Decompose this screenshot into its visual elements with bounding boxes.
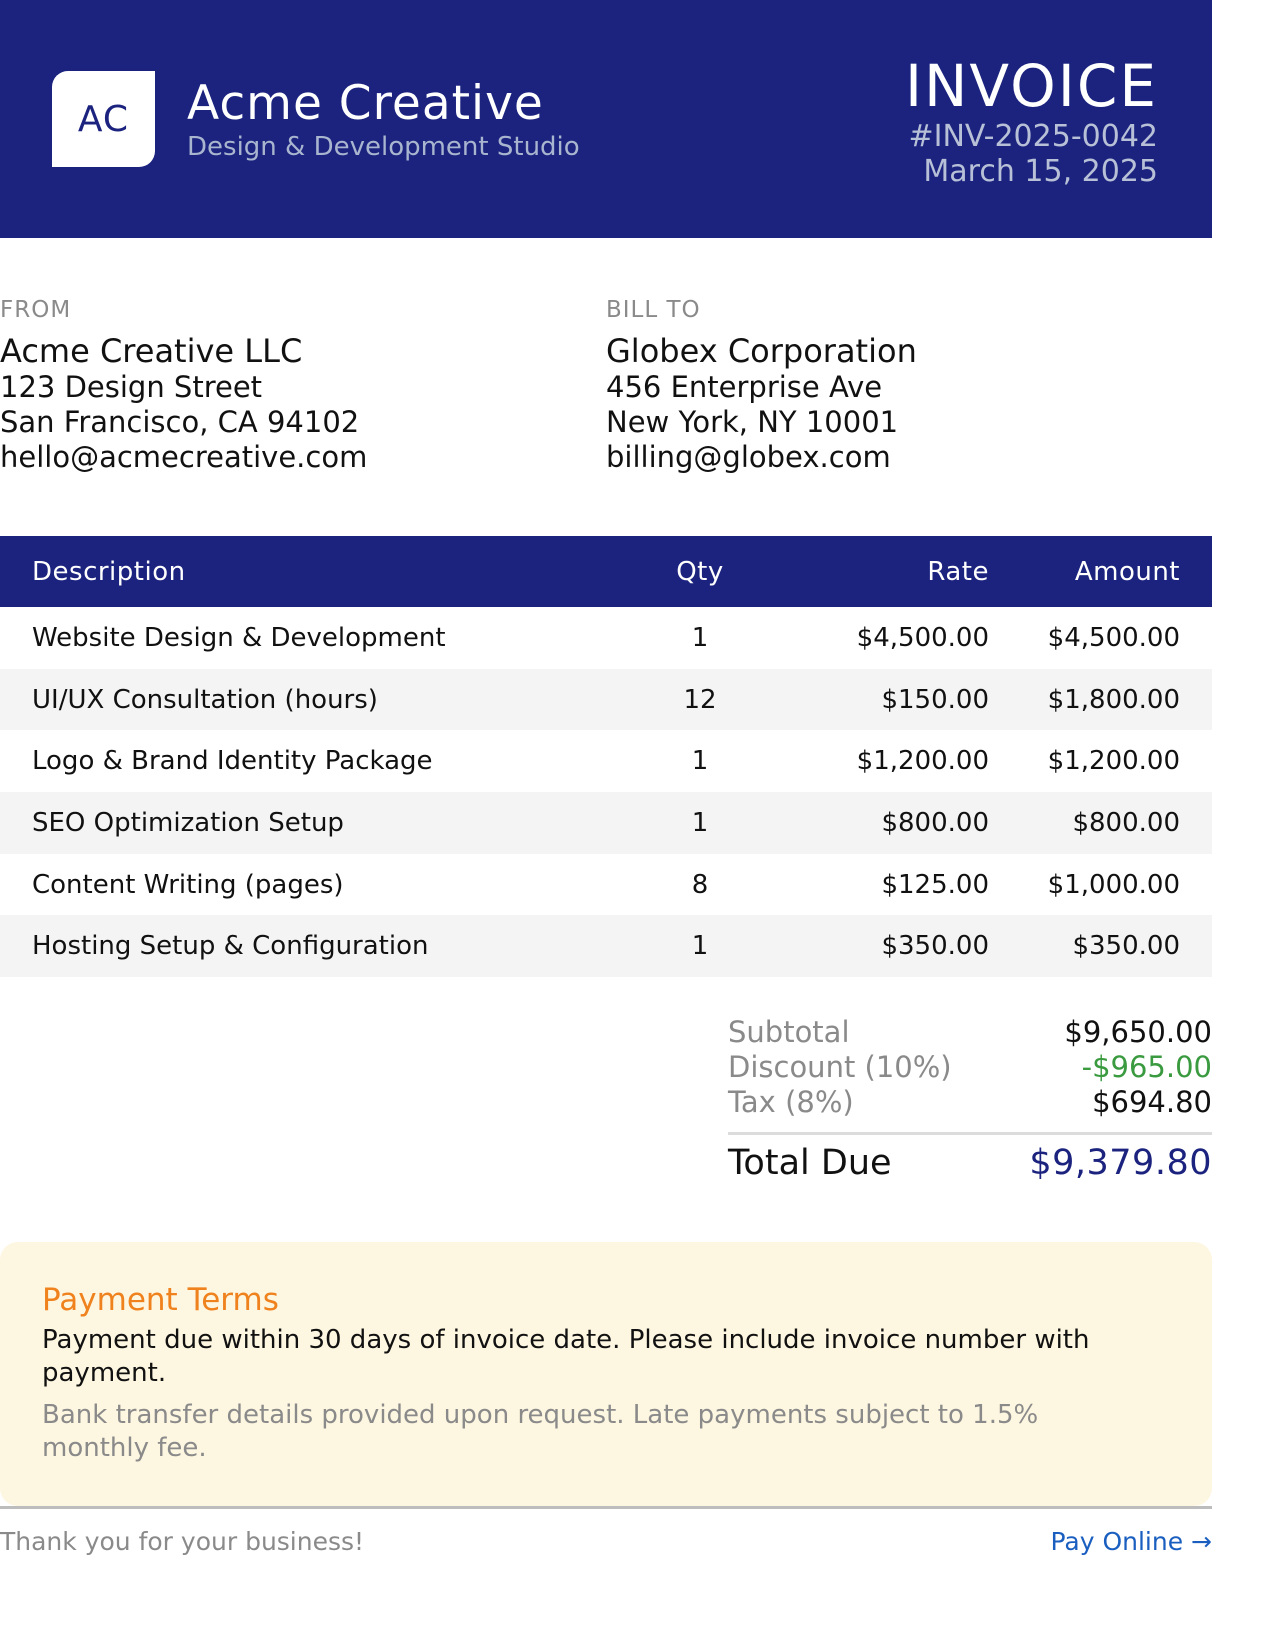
item-amount: $1,800.00 (1047, 684, 1180, 715)
column-header-qty: Qty (676, 556, 724, 587)
totals-divider (728, 1132, 1212, 1135)
subtotal-value: $9,650.00 (1064, 1015, 1212, 1049)
item-rate: $1,200.00 (856, 746, 989, 777)
item-qty: 1 (691, 622, 709, 653)
payment-terms-note: Bank transfer details provided upon request. Late payments subject to 1.5% monthly fee. (42, 1400, 1039, 1463)
subtotal-label: Subtotal (728, 1015, 850, 1049)
item-description: Content Writing (pages) (32, 869, 344, 900)
pay-online-link[interactable]: Pay Online → (1050, 1527, 1212, 1556)
bill-to-city: New York, NY 10001 (606, 405, 899, 439)
payment-terms-body: Payment due within 30 days of invoice date. Please include invoice number with payment. (42, 1325, 1090, 1388)
table-header-row (0, 536, 1212, 607)
invoice-header (0, 0, 1212, 238)
item-amount: $1,200.00 (1047, 746, 1180, 777)
company-tagline: Design & Development Studio (187, 132, 580, 162)
bill-to-address-block (606, 296, 917, 475)
totals-block (728, 1015, 1212, 1183)
from-label: FROM (0, 297, 72, 323)
table-row (0, 607, 1212, 669)
item-description: SEO Optimization Setup (32, 807, 344, 838)
item-qty: 1 (691, 931, 709, 962)
discount-row (728, 1050, 1212, 1085)
tax-label: Tax (8%) (728, 1085, 854, 1119)
item-qty: 1 (691, 746, 709, 777)
from-city: San Francisco, CA 94102 (0, 405, 360, 439)
column-header-rate: Rate (927, 556, 989, 587)
item-qty: 1 (691, 807, 709, 838)
total-due-label: Total Due (728, 1143, 892, 1183)
item-rate: $350.00 (881, 931, 989, 962)
tax-row (728, 1085, 1212, 1120)
from-address-block (0, 296, 367, 475)
footer-divider (0, 1506, 1212, 1509)
item-amount: $800.00 (1072, 807, 1180, 838)
table-row (0, 730, 1212, 792)
column-header-description: Description (32, 556, 186, 587)
table-row (0, 854, 1212, 916)
item-amount: $1,000.00 (1047, 869, 1180, 900)
item-rate: $150.00 (881, 684, 989, 715)
item-description: UI/UX Consultation (hours) (32, 684, 378, 715)
bill-to-name: Globex Corporation (606, 332, 917, 370)
from-name: Acme Creative LLC (0, 332, 303, 370)
invoice-number: #INV-2025-0042 (908, 119, 1158, 154)
item-amount: $350.00 (1072, 931, 1180, 962)
bill-to-label: BILL TO (606, 297, 701, 323)
bill-to-email: billing@globex.com (606, 440, 891, 474)
item-rate: $4,500.00 (856, 622, 989, 653)
from-email: hello@acmecreative.com (0, 440, 368, 474)
document-title: INVOICE (904, 52, 1158, 120)
item-description: Hosting Setup & Configuration (32, 931, 429, 962)
table-row (0, 669, 1212, 731)
item-qty: 8 (691, 869, 709, 900)
payment-terms-title: Payment Terms (42, 1282, 279, 1318)
column-header-amount: Amount (1074, 556, 1180, 587)
item-amount: $4,500.00 (1047, 622, 1180, 653)
company-logo (52, 71, 155, 167)
total-due-value: $9,379.80 (1029, 1143, 1212, 1183)
logo-initials: AC (77, 98, 130, 140)
company-name: Acme Creative (187, 76, 544, 131)
tax-value: $694.80 (1092, 1085, 1212, 1119)
discount-value: -$965.00 (1081, 1050, 1212, 1084)
bill-to-street: 456 Enterprise Ave (606, 370, 883, 404)
subtotal-row (728, 1015, 1212, 1050)
table-row (0, 792, 1212, 854)
item-qty: 12 (683, 684, 717, 715)
payment-terms-box (0, 1242, 1212, 1506)
invoice-date: March 15, 2025 (923, 154, 1158, 189)
from-street: 123 Design Street (0, 370, 263, 404)
discount-label: Discount (10%) (728, 1050, 952, 1084)
item-rate: $125.00 (881, 869, 989, 900)
line-items-table (0, 536, 1212, 977)
table-row (0, 915, 1212, 977)
item-description: Logo & Brand Identity Package (32, 746, 433, 777)
total-due-row (728, 1143, 1212, 1183)
item-rate: $800.00 (881, 807, 989, 838)
footer-thanks: Thank you for your business! (0, 1527, 365, 1556)
item-description: Website Design & Development (32, 622, 446, 653)
